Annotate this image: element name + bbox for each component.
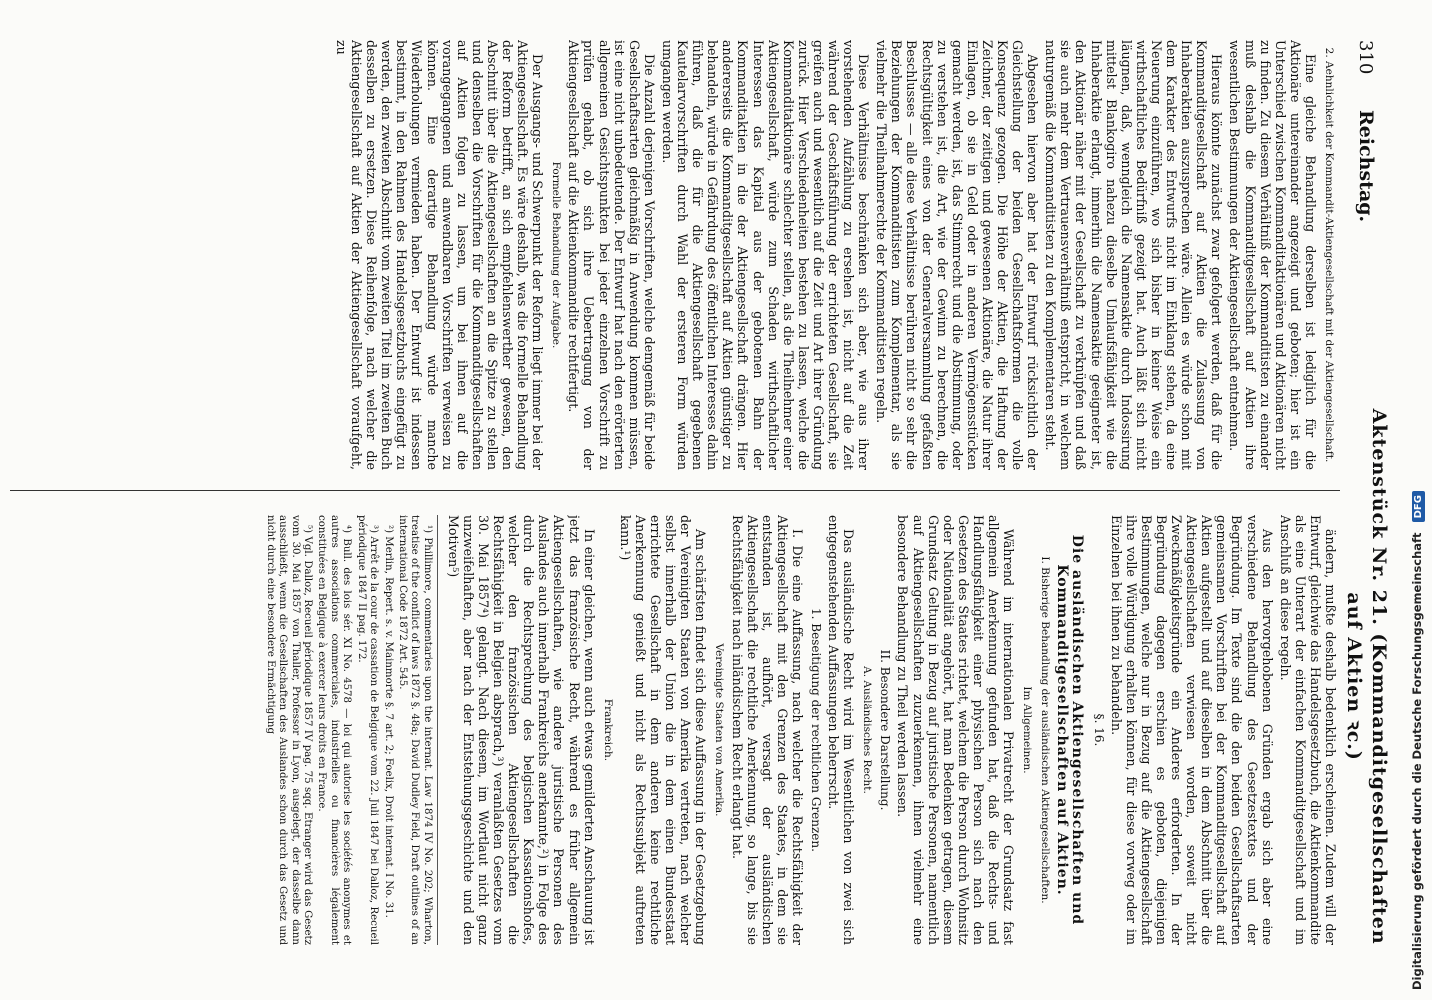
sidebar-credit bbox=[1410, 491, 1425, 990]
subheading: Frankreich. bbox=[601, 698, 614, 762]
paragraph: Die Anzahl derjenigen Vorschriften, welche demgemäß für beide Gesellschaftsarten gleichmäßig in Anwendung kommen müssen, ist eine nicht unbedeutende. Der Entwurf hat nach den erörterten allgemeinen Gesichtspunkten bei jeder einzelnen Vorschrift zu prüfen gehabt, ob sich ihre Uebertragung von der Aktiengesellschaft auf die Aktienkommandite rechtfertigt. bbox=[566, 40, 657, 470]
credit-text: Digitalisierung gefördert durch die Deutsche Forschungsgemeinschaft bbox=[1410, 532, 1424, 990]
section-title: Die ausländischen Aktiengesellschaften und Kommanditgesellschaften auf Aktien. bbox=[1054, 534, 1086, 926]
section-number: §. 16. bbox=[1091, 713, 1106, 747]
footnote: ⁵) Vgl. Dalloz, Recueil périodique 1857 IV pag. 75 sqq. Etranger wird das Gesetz vom 30. Mai 1857 von Thaller, Professor in Lyon, ausgelegt, der dasselbe dann ausschließt, wenn die Gesellschaften des Auslandes schon durch das Gesetz und nicht durch eine besondere Ermächtigung bbox=[264, 515, 314, 945]
footnote: ²) Merlin, Repert. s. v. Mainmorte §. 7 art. 2; Foelix, Droit internat. I No. 31. bbox=[382, 525, 394, 918]
paragraph: Der Ausgangs- und Schwerpunkt der Reform liegt immer bei der Aktiengesellschaft. Es wäre deshalb, was die formelle Behandlung der Reform betrifft, an sich empfehlenswerther gewesen, den Abschnitt über die Aktiengesellschaften an die Spitze zu stellen und denselben die Vorschriften für die Kommanditgesellschaften auf Aktien folgen zu lassen, um bei ihnen auf die vorangegangenen und anwendbaren Vorschriften verweisen zu können. Eine derartige Behandlung würde manche Wiederholungen vermieden haben. Der Entwurf ist indessen bestimmt, in den Rahmen des Handelsgesetzbuchs eingefügt zu werden, den zweiten Abschnitt vom zweiten Titel im zweiten Buch desselben zu ersetzen. Diese Reihenfolge, nach welcher die Aktiengesellschaft auf Aktien der Aktiengesellschaft voraufgeht, zu bbox=[334, 40, 546, 470]
paragraph: Aus den hervorgehobenen Gründen ergab sich aber eine verschiedene Behandlung des Gesetzestextes und der Begründung. Im Texte sind die den beiden Gesellschaftsarten gemeinsamen Vorschriften bei der Kommanditgesellschaft auf Aktien aufgestellt und auf dieselben in dem Abschnitt über die Aktiengesellschaften verwiesen worden, soweit nicht Zweckmäßigkeitsgründe ein Anderes erforderten. In der Begründung dagegen erschien es geboten, diejenigen Bestimmungen, welche nur in Bezug auf die Aktiengesellschaft ihre volle Würdigung erhalten können, für diese vorweg oder im Einzelnen bei ihnen zu behandeln. bbox=[1108, 515, 1275, 945]
paragraph: I. Die eine Auffassung, nach welcher die Rechtsfähigkeit der Aktiengesellschaft mit den Grenzen des Staates, in dem sie entstanden ist, aufhört, versagt der ausländischen Aktiengesellschaft die rechtliche Anerkennung, so lange, bis sie Rechtsfähigkeit nach inländischem Recht erlangt hat. bbox=[729, 515, 805, 945]
paragraph: Während im internationalen Privatrecht der Grundsatz fast allgemein Anerkennung gefunden hat, daß die Rechts- und Handlungsfähigkeit einer physischen Person sich nach den Gesetzen des Staates richtet, welchem die Person durch Wohnsitz oder Nationalität angehört, hat man Bedenken getragen, diesem Grundsatz Geltung in Bezug auf juristische Personen, namentlich auf Aktiengesellschaften zuzuerkennen, ihnen vielmehr eine besondere Behandlung zu Theil werden lassen. bbox=[895, 515, 1017, 945]
subheading: Vereinigte Staaten von Amerika. bbox=[713, 643, 726, 817]
subheading: Formelle Behandlung der Aufgabe. bbox=[550, 161, 563, 349]
paragraph: Abgesehen hiervon aber hat der Entwurf rücksichtlich der Gleichstellung der beiden Gesellschaftsformen die volle Konsequenz gezogen. Die Höhe der Aktien, die Haftung der Zeichner, der zeitigen und gewesenen Aktionäre, die Natur ihrer Einlagen, ob sie in Geld oder in anderen Vermögensstücken gemacht werden, ist, das Stimmrecht und die Abstimmung, oder zu verstehen ist, die Art, wie der Gewinn zu berechnen, die Rechtsgültigkeit eines von der Generalversammlung gefaßten Beschlusses — alle diese Verhältnisse berühren nicht so sehr die Beziehungen der Kommanditisten zum Komplementar, als sie vielmehr die Theilnahmerechte der Kommanditisten regeln. bbox=[874, 40, 1041, 470]
page-number: 310 bbox=[1355, 40, 1377, 75]
footnote: ¹) Phillimore, commentaries upon the internat. Law 1874 IV No. 202; Wharton, treatise of the conflict of laws 1872 §. 48a; David Dudley Field, Draft outlines of an international Code 1872 Art. 545. bbox=[396, 515, 433, 945]
paragraph: Das ausländische Recht wird im Wesentlichen von zwei sich entgegenstehenden Auffassungen beherrscht. bbox=[826, 515, 857, 945]
subheading: I. Bisherige Behandlung der ausländischen Aktiengesellschaften. bbox=[1039, 556, 1052, 904]
paragraph: Hieraus könnte zunächst zwar gefolgert werden, daß für die Kommanditgesellschaft auf Aktien die Zulassung von Inhaberaktien auszusprechen wäre. Allein es würde schon mit dem Karakter des Entwurfs nicht im Einklang stehen, da eine Neuerung einzuführen, wo sich bisher in keiner Weise ein wirthschaftliches Bedürfniß gezeigt hat. Auch läßt sich nicht läugnen, daß, wenngleich die Namensaktie durch Indossirung mittelst Blankogiro nahezu dieselbe Umlaufsfähigkeit wie die Inhaberaktie erlangt, immerhin die Namensaktie geeigneter ist, den Aktionär näher mit der Gesellschaft zu verknüpfen und daß sie auch mehr dem Vertrauensverhältniß entspricht, in welchem naturgemäß die Kommanditisten zu den Komplementaren steht. bbox=[1043, 40, 1225, 470]
digitization-sidebar bbox=[1404, 0, 1432, 1000]
footnotes bbox=[263, 515, 437, 945]
paragraph: ändern, mußte deshalb bedenklich erscheinen. Zudem will der Entwurf, gleichwie das Handelsgesetzbuch, die Aktienkommandite als eine Unterart der einfachen Kommanditgesellschaft und im Anschluß an diese regeln. bbox=[1277, 515, 1338, 945]
header-title: Aktenstück Nr. 21. (Kommanditgesellschaften auf Aktien ꝛc.) bbox=[1343, 408, 1390, 945]
column-divider bbox=[10, 490, 1340, 491]
subheading: 2. Aehnlichkeit der Kommandit-Aktiengesellschaft mit der Aktiengesellschaft. bbox=[1323, 47, 1335, 463]
subheading: II. Besondere Darstellung. bbox=[878, 649, 893, 811]
paragraph: Am schärfsten findet sich diese Auffassung in der Gesetzgebung der Vereinigten Staaten von Amerika vertreten, nach welcher selbst innerhalb der Union die in dem einen Bundesstaat errichtete Gesellschaft in dem anderen keine rechtliche Anerkennung genießt und nicht als Rechtssubjekt auftreten kann.¹) bbox=[617, 515, 709, 945]
subheading: A. Ausländisches Recht. bbox=[861, 666, 874, 794]
left-column bbox=[8, 40, 1338, 470]
subheading: 1. Beseitigung der rechtlichen Grenzen. bbox=[809, 608, 823, 852]
right-column bbox=[8, 515, 1338, 945]
running-header bbox=[1343, 40, 1390, 960]
footnote: ³) Arrêt de la cour de cassation de Belgique vom 22. Juli 1847 bei Dalloz, Recueil périodique 1847 II pag. 172. bbox=[355, 515, 380, 945]
paragraph: Diese Verhältnisse beschränken sich aber, wie aus ihrer vorstehenden Aufzählung zu ersehen ist, nicht auf die Zeit während der Geschäftsführung der errichteten Gesellschaft, sie greifen auch und wesentlich auf die Zeit und Art ihrer Gründung zurück. Hier Verschiedenheiten bestehen zu lassen, welche die Kommanditaktionäre schlechter stellen, als die Theilnehmer einer Aktiengesellschaft, würde zum Schaden wirthschaftlicher Interessen das Kapital aus der gebotenen Bahn der Kommanditaktien in die der Aktiengesellschaft drängen. Hier andererseits die Kommanditgesellschaft auf Aktien günstiger zu behandeln, würde in Gefährdung des öffentlichen Interesses dahin führen, daß die für die Aktiengesellschaft gegebenen Kautelarvorschriften durch Wahl der ersteren Form würden umgangen werden. bbox=[659, 40, 872, 470]
footnote: ⁴) Bull. des lois sér. XI No. 4578 — loi qui autorise les sociétés anonymes et autres associations commerciales, industrielles ou financières légalement constituées en Belgique à exercer leurs droits en France. bbox=[316, 515, 353, 945]
dfg-logo-icon: DFG bbox=[1412, 491, 1425, 522]
paragraph: In einer gleichen, wenn auch etwas gemilderten Anschauung ist jetzt das französische Recht, während es früher allgemein Aktiengesellschaften, wie andere juristische Personen des Auslandes auch innerhalb Frankreichs anerkannte,²) in Folge des durch die Rechtsprechung des belgischen Kassationshofes, welcher den französischen Aktiengesellschaften die Rechtsfähigkeit in Belgien absprach,³) veranlaßten Gesetzes vom 30. Mai 1857⁴) gelangt. Nach diesem, im Wortlaut nicht ganz unzweifelhaften, aber nach der Entstehungsgeschichte und den Motiven⁵) bbox=[445, 515, 597, 945]
subheading: Im Allgemeinen. bbox=[1021, 686, 1034, 774]
header-left: Reichstag. bbox=[1355, 110, 1377, 223]
paragraph: Eine gleiche Behandlung derselben ist lediglich für die Aktionäre untereinander angezeigt und geboten; hier ist ein Unterschied zwischen Kommanditaktionären und Aktionären nicht zu finden. Zu diesem Verhältniß der Kommanditisten zu einander muß deshalb die Kommanditgesellschaft auf Aktien ihre wesentlichen Bestimmungen der Aktiengesellschaft entnehmen. bbox=[1227, 40, 1318, 470]
